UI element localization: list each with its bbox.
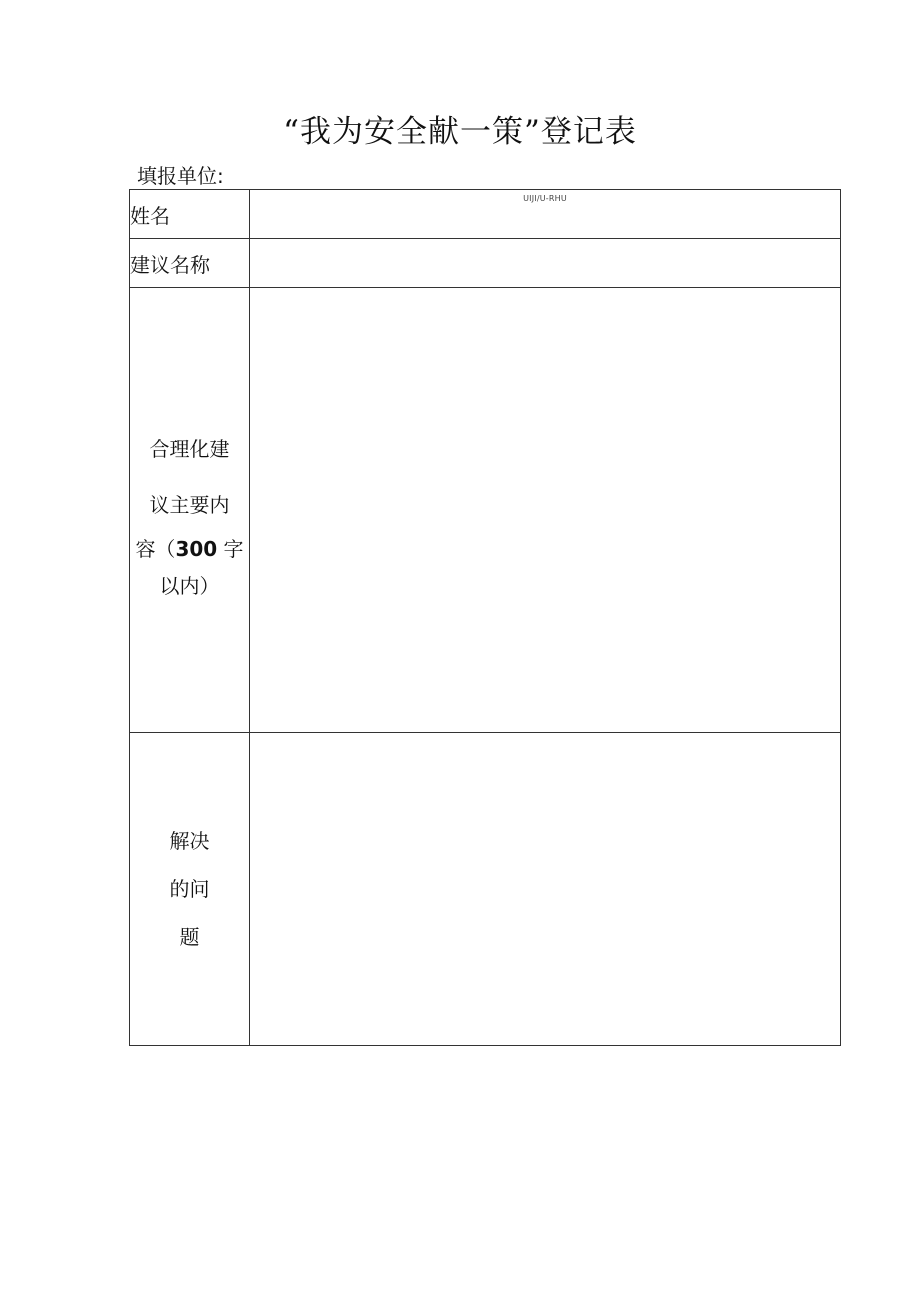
problem-label-line-1: 解决 bbox=[169, 829, 210, 853]
table-row-content bbox=[130, 288, 841, 733]
content-label-line-4: 以内） bbox=[159, 574, 220, 598]
table-row-problem bbox=[130, 733, 841, 1046]
name-label: 姓名 bbox=[130, 190, 250, 239]
problem-label-line-3: 题 bbox=[179, 925, 200, 949]
content-label bbox=[130, 288, 250, 733]
content-label-part-b: 字 bbox=[223, 537, 244, 561]
problem-field[interactable] bbox=[250, 733, 841, 1046]
content-label-line-3 bbox=[130, 533, 249, 565]
registration-table bbox=[129, 189, 841, 1046]
name-value: UIJI/U-RHU bbox=[523, 194, 567, 203]
problem-label bbox=[130, 733, 250, 1046]
content-label-line-1: 合理化建 bbox=[149, 437, 230, 461]
table-row-proposal-name bbox=[130, 239, 841, 288]
proposal-name-label: 建议名称 bbox=[130, 239, 250, 288]
reporting-unit-label: 填报单位: bbox=[137, 164, 224, 188]
form-title: “我为安全献一策”登记表 bbox=[283, 114, 637, 150]
proposal-name-field[interactable] bbox=[250, 239, 841, 288]
content-label-part-a: 容（ bbox=[135, 537, 176, 561]
problem-label-line-2: 的问 bbox=[169, 877, 210, 901]
content-label-number: 300 bbox=[175, 537, 218, 561]
name-field[interactable] bbox=[250, 190, 841, 239]
table-row-name bbox=[130, 190, 841, 239]
content-label-line-2: 议主要内 bbox=[149, 493, 230, 517]
content-field[interactable] bbox=[250, 288, 841, 733]
